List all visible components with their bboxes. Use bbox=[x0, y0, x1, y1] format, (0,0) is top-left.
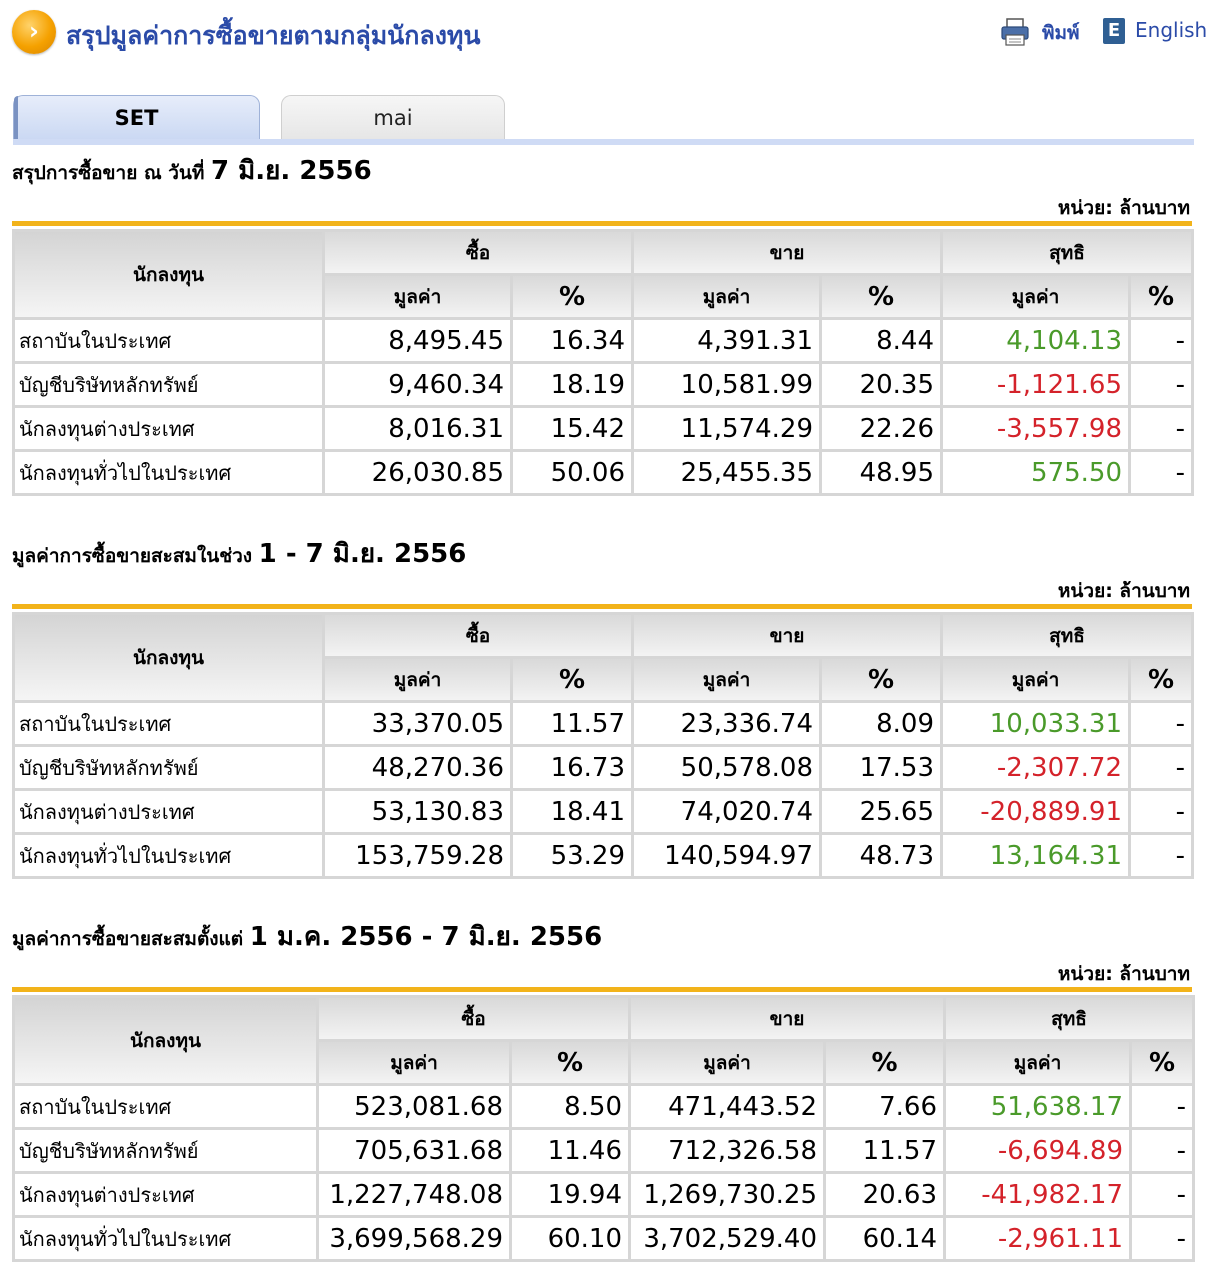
header-net-percent: % bbox=[1132, 1042, 1192, 1083]
net-value: 575.50 bbox=[943, 452, 1128, 493]
investor-name: นักลงทุนทั่วไปในประเทศ bbox=[15, 452, 322, 493]
table-row bbox=[15, 703, 1191, 744]
section-title bbox=[12, 150, 372, 191]
header-net-percent: % bbox=[1131, 276, 1191, 317]
unit-label: หน่วย: ล้านบาท bbox=[1057, 580, 1190, 602]
sell-value: 1,269,730.25 bbox=[631, 1174, 823, 1215]
sell-percent: 48.73 bbox=[822, 835, 940, 876]
investor-name: นักลงทุนต่างประเทศ bbox=[15, 1174, 316, 1215]
header-buy: ซื้อ bbox=[325, 232, 631, 273]
sell-value: 23,336.74 bbox=[634, 703, 819, 744]
investor-name: บัญชีบริษัทหลักทรัพย์ bbox=[15, 747, 322, 788]
net-percent: - bbox=[1131, 364, 1191, 405]
header-buy-percent: % bbox=[512, 1042, 628, 1083]
table-row bbox=[15, 1174, 1192, 1215]
sell-value: 4,391.31 bbox=[634, 320, 819, 361]
header-sell-value: มูลค่า bbox=[634, 276, 819, 317]
english-link[interactable]: English bbox=[1135, 18, 1207, 42]
buy-value: 53,130.83 bbox=[325, 791, 510, 832]
header-net: สุทธิ bbox=[946, 998, 1192, 1039]
header-sell-value: มูลค่า bbox=[631, 1042, 823, 1083]
accent-divider bbox=[12, 987, 1192, 992]
buy-value: 3,699,568.29 bbox=[319, 1218, 509, 1259]
header-investor: นักลงทุน bbox=[15, 998, 316, 1083]
buy-percent: 18.41 bbox=[513, 791, 631, 832]
header-buy-percent: % bbox=[513, 659, 631, 700]
buy-percent: 11.57 bbox=[513, 703, 631, 744]
buy-percent: 8.50 bbox=[512, 1086, 628, 1127]
buy-value: 1,227,748.08 bbox=[319, 1174, 509, 1215]
net-percent: - bbox=[1132, 1174, 1192, 1215]
market-tabs bbox=[13, 95, 1194, 151]
net-value: 10,033.31 bbox=[943, 703, 1128, 744]
net-value: -6,694.89 bbox=[946, 1130, 1129, 1171]
header-investor: นักลงทุน bbox=[15, 615, 322, 700]
sell-percent: 20.63 bbox=[826, 1174, 943, 1215]
investor-name: บัญชีบริษัทหลักทรัพย์ bbox=[15, 1130, 316, 1171]
table-row bbox=[15, 835, 1191, 876]
buy-percent: 18.19 bbox=[513, 364, 631, 405]
sell-value: 25,455.35 bbox=[634, 452, 819, 493]
table-row bbox=[15, 408, 1191, 449]
unit-label: หน่วย: ล้านบาท bbox=[1057, 197, 1190, 219]
investor-name: บัญชีบริษัทหลักทรัพย์ bbox=[15, 364, 322, 405]
header-net-percent: % bbox=[1131, 659, 1191, 700]
header-sell-percent: % bbox=[822, 276, 940, 317]
section-title bbox=[12, 533, 466, 574]
header-buy-percent: % bbox=[513, 276, 631, 317]
table-row bbox=[15, 1130, 1192, 1171]
section-title-date: 1 ม.ค. 2556 - 7 มิ.ย. 2556 bbox=[249, 922, 603, 952]
unit-label: หน่วย: ล้านบาท bbox=[1057, 963, 1190, 985]
summary-table bbox=[12, 229, 1194, 496]
header-buy-value: มูลค่า bbox=[325, 276, 510, 317]
sell-value: 50,578.08 bbox=[634, 747, 819, 788]
buy-percent: 16.34 bbox=[513, 320, 631, 361]
buy-value: 153,759.28 bbox=[325, 835, 510, 876]
investor-name: สถาบันในประเทศ bbox=[15, 1086, 316, 1127]
header-sell: ขาย bbox=[631, 998, 943, 1039]
net-percent: - bbox=[1132, 1218, 1192, 1259]
header-investor: นักลงทุน bbox=[15, 232, 322, 317]
header-net: สุทธิ bbox=[943, 232, 1191, 273]
header-sell: ขาย bbox=[634, 232, 940, 273]
net-value: -2,961.11 bbox=[946, 1218, 1129, 1259]
section-title-prefix: มูลค่าการซื้อขายสะสมในช่วง bbox=[12, 545, 259, 567]
investor-name: สถาบันในประเทศ bbox=[15, 703, 322, 744]
buy-value: 48,270.36 bbox=[325, 747, 510, 788]
net-percent: - bbox=[1132, 1130, 1192, 1171]
net-value: -1,121.65 bbox=[943, 364, 1128, 405]
header-sell-value: มูลค่า bbox=[634, 659, 819, 700]
table-row bbox=[15, 747, 1191, 788]
net-value: 4,104.13 bbox=[943, 320, 1128, 361]
arrow-right-icon: › bbox=[12, 10, 56, 54]
table-row bbox=[15, 1086, 1192, 1127]
net-value: 51,638.17 bbox=[946, 1086, 1129, 1127]
investor-name: นักลงทุนต่างประเทศ bbox=[15, 408, 322, 449]
tab-set[interactable]: SET bbox=[13, 95, 260, 140]
printer-icon[interactable] bbox=[1000, 18, 1030, 46]
buy-value: 8,495.45 bbox=[325, 320, 510, 361]
header-sell-percent: % bbox=[822, 659, 940, 700]
net-percent: - bbox=[1131, 452, 1191, 493]
buy-percent: 11.46 bbox=[512, 1130, 628, 1171]
net-percent: - bbox=[1131, 408, 1191, 449]
sell-percent: 20.35 bbox=[822, 364, 940, 405]
header-buy: ซื้อ bbox=[325, 615, 631, 656]
investor-name: นักลงทุนทั่วไปในประเทศ bbox=[15, 835, 322, 876]
summary-table bbox=[12, 612, 1194, 879]
buy-percent: 16.73 bbox=[513, 747, 631, 788]
buy-value: 705,631.68 bbox=[319, 1130, 509, 1171]
sell-value: 712,326.58 bbox=[631, 1130, 823, 1171]
page-title: สรุปมูลค่าการซื้อขายตามกลุ่มนักลงทุน bbox=[66, 21, 481, 50]
sell-value: 3,702,529.40 bbox=[631, 1218, 823, 1259]
section-title-prefix: มูลค่าการซื้อขายสะสมตั้งแต่ bbox=[12, 928, 250, 950]
header-buy-value: มูลค่า bbox=[325, 659, 510, 700]
buy-value: 8,016.31 bbox=[325, 408, 510, 449]
buy-value: 26,030.85 bbox=[325, 452, 510, 493]
header-buy: ซื้อ bbox=[319, 998, 628, 1039]
header-buy-value: มูลค่า bbox=[319, 1042, 509, 1083]
header-net-value: มูลค่า bbox=[946, 1042, 1129, 1083]
net-value: 13,164.31 bbox=[943, 835, 1128, 876]
header-sell: ขาย bbox=[634, 615, 940, 656]
net-value: -20,889.91 bbox=[943, 791, 1128, 832]
sell-percent: 8.44 bbox=[822, 320, 940, 361]
table-row bbox=[15, 320, 1191, 361]
sell-value: 471,443.52 bbox=[631, 1086, 823, 1127]
investor-name: นักลงทุนทั่วไปในประเทศ bbox=[15, 1218, 316, 1259]
accent-divider bbox=[12, 604, 1192, 609]
sell-value: 74,020.74 bbox=[634, 791, 819, 832]
buy-value: 33,370.05 bbox=[325, 703, 510, 744]
buy-value: 9,460.34 bbox=[325, 364, 510, 405]
english-flag-icon[interactable]: E bbox=[1103, 18, 1125, 44]
tab-mai[interactable]: mai bbox=[281, 95, 505, 140]
tab-underline bbox=[13, 139, 1194, 145]
sell-value: 10,581.99 bbox=[634, 364, 819, 405]
investor-name: สถาบันในประเทศ bbox=[15, 320, 322, 361]
net-percent: - bbox=[1132, 1086, 1192, 1127]
sell-percent: 60.14 bbox=[826, 1218, 943, 1259]
net-percent: - bbox=[1131, 747, 1191, 788]
buy-percent: 53.29 bbox=[513, 835, 631, 876]
header-sell-percent: % bbox=[826, 1042, 943, 1083]
summary-table bbox=[12, 995, 1195, 1262]
sell-percent: 17.53 bbox=[822, 747, 940, 788]
sell-value: 140,594.97 bbox=[634, 835, 819, 876]
sell-percent: 22.26 bbox=[822, 408, 940, 449]
sell-percent: 48.95 bbox=[822, 452, 940, 493]
print-link[interactable]: พิมพ์ bbox=[1042, 22, 1080, 44]
section-title bbox=[12, 916, 602, 957]
table-row bbox=[15, 452, 1191, 493]
accent-divider bbox=[12, 221, 1192, 226]
table-row bbox=[15, 1218, 1192, 1259]
sell-percent: 8.09 bbox=[822, 703, 940, 744]
buy-percent: 60.10 bbox=[512, 1218, 628, 1259]
buy-percent: 19.94 bbox=[512, 1174, 628, 1215]
sell-percent: 11.57 bbox=[826, 1130, 943, 1171]
net-value: -3,557.98 bbox=[943, 408, 1128, 449]
sell-percent: 25.65 bbox=[822, 791, 940, 832]
table-row bbox=[15, 364, 1191, 405]
buy-percent: 15.42 bbox=[513, 408, 631, 449]
page-header bbox=[12, 10, 1207, 56]
net-percent: - bbox=[1131, 703, 1191, 744]
net-percent: - bbox=[1131, 320, 1191, 361]
net-percent: - bbox=[1131, 791, 1191, 832]
header-net-value: มูลค่า bbox=[943, 276, 1128, 317]
section-title-date: 7 มิ.ย. 2556 bbox=[211, 156, 372, 186]
sell-value: 11,574.29 bbox=[634, 408, 819, 449]
section-title-prefix: สรุปการซื้อขาย ณ วันที่ bbox=[12, 162, 211, 184]
investor-name: นักลงทุนต่างประเทศ bbox=[15, 791, 322, 832]
net-percent: - bbox=[1131, 835, 1191, 876]
section-title-date: 1 - 7 มิ.ย. 2556 bbox=[258, 539, 467, 569]
sell-percent: 7.66 bbox=[826, 1086, 943, 1127]
buy-value: 523,081.68 bbox=[319, 1086, 509, 1127]
buy-percent: 50.06 bbox=[513, 452, 631, 493]
header-net: สุทธิ bbox=[943, 615, 1191, 656]
net-value: -41,982.17 bbox=[946, 1174, 1129, 1215]
net-value: -2,307.72 bbox=[943, 747, 1128, 788]
header-net-value: มูลค่า bbox=[943, 659, 1128, 700]
table-row bbox=[15, 791, 1191, 832]
